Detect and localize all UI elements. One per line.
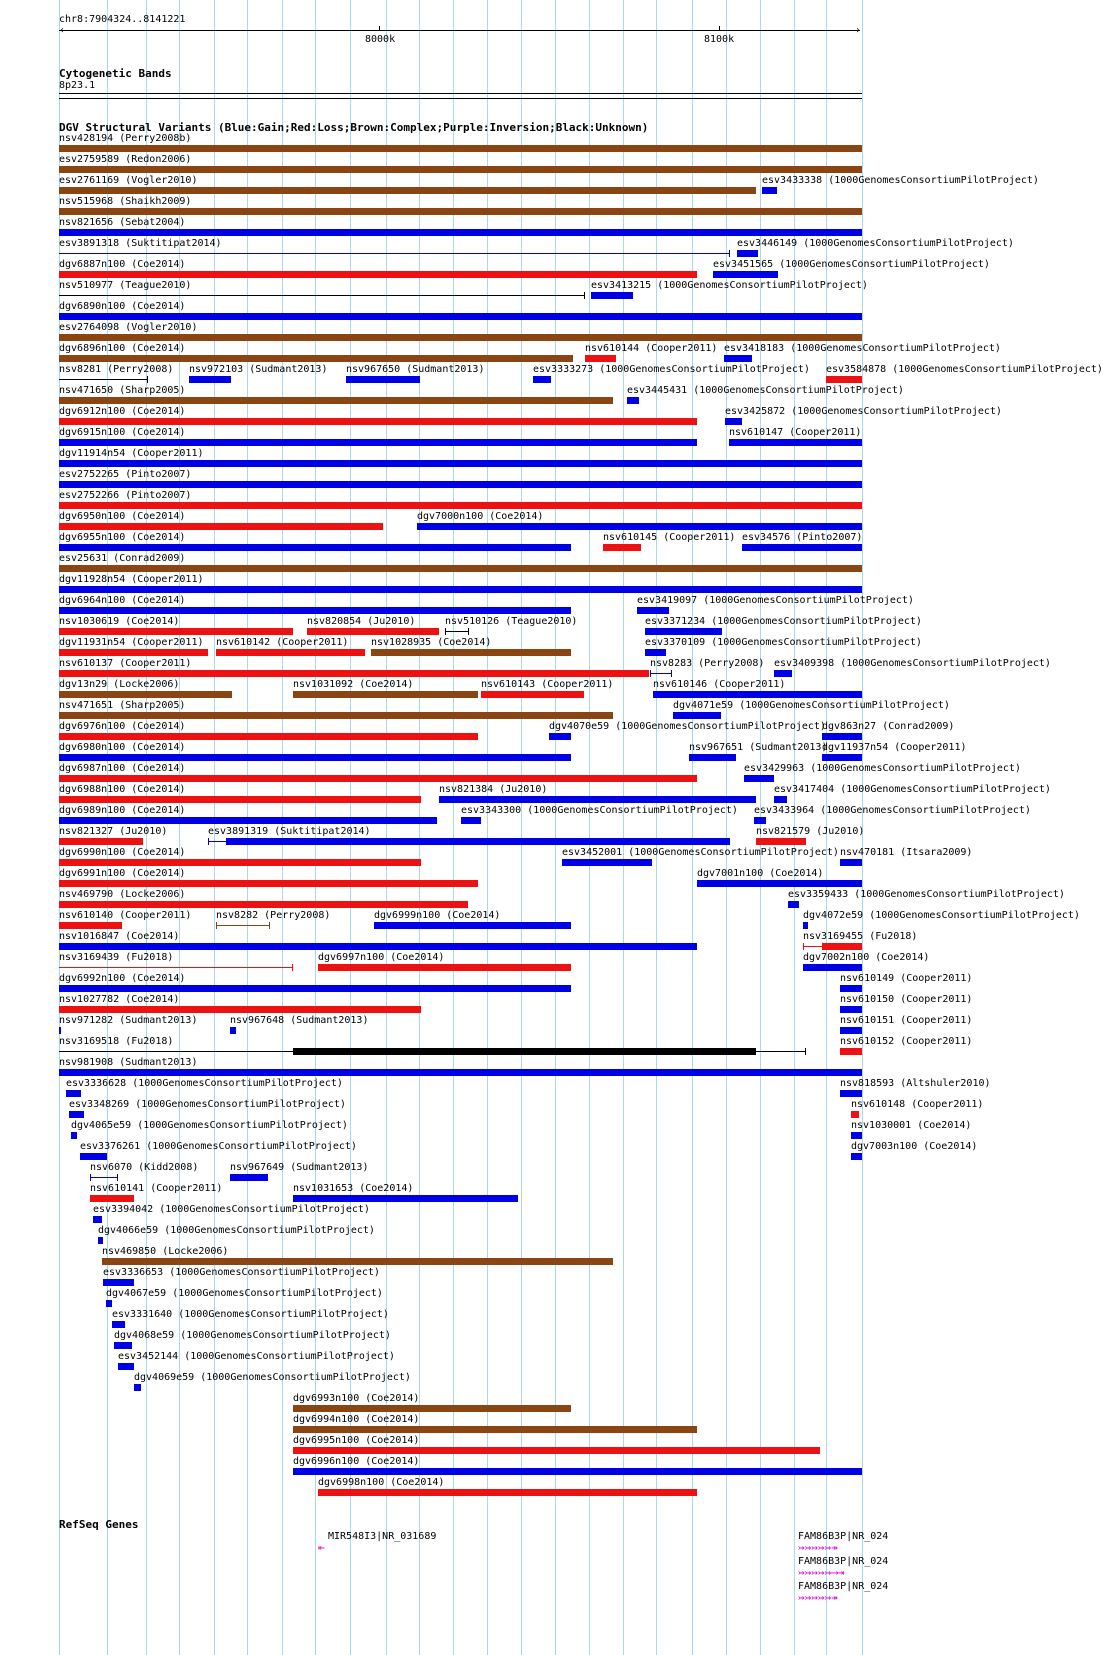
grid-line — [656, 0, 657, 1655]
variant-bar[interactable] — [59, 607, 571, 614]
variant-bar[interactable] — [744, 775, 774, 782]
variant-bar[interactable] — [59, 880, 478, 887]
variant-bar[interactable] — [59, 334, 862, 341]
variant-label[interactable]: nsv469850 (Locke2006) — [102, 1246, 229, 1257]
variant-label[interactable]: nsv610141 (Cooper2011) — [90, 1183, 223, 1194]
ruler-arrow-left: ‹ — [59, 25, 66, 36]
variant-label[interactable]: nsv610145 (Cooper2011) — [603, 532, 736, 543]
variant-label[interactable]: nsv971282 (Sudmant2013) — [59, 1015, 198, 1026]
variant-label[interactable]: esv25631 (Conrad2009) — [59, 553, 186, 564]
variant-bar[interactable] — [59, 712, 613, 719]
variant-label[interactable]: esv3452144 (1000GenomesConsortiumPilotProject) — [118, 1351, 395, 1362]
variant-bar[interactable] — [59, 796, 421, 803]
variant-bar[interactable] — [98, 1237, 103, 1244]
variant-label[interactable]: dgv11928n54 (Cooper2011) — [59, 574, 204, 585]
variant-cap — [117, 1174, 118, 1181]
variant-bar[interactable] — [90, 1195, 134, 1202]
variant-bar[interactable] — [59, 649, 208, 656]
variant-label[interactable]: dgv11937n54 (Cooper2011) — [822, 742, 967, 753]
variant-bar[interactable] — [103, 1279, 134, 1286]
variant-label[interactable]: nsv610152 (Cooper2011) — [840, 1036, 973, 1047]
variant-label[interactable]: nsv515968 (Shaikh2009) — [59, 196, 192, 207]
variant-bar[interactable] — [59, 670, 649, 677]
grid-line — [589, 0, 590, 1655]
variant-bar[interactable] — [59, 565, 862, 572]
variant-label[interactable]: nsv1031092 (Coe2014) — [293, 679, 414, 690]
variant-bar[interactable] — [59, 145, 862, 152]
ruler-tick-8000k — [379, 26, 380, 31]
variant-label[interactable]: esv3891319 (Suktitipat2014) — [208, 826, 371, 837]
variant-bar[interactable] — [112, 1321, 125, 1328]
variant-label[interactable]: nsv3169455 (Fu2018) — [803, 931, 918, 942]
gene-label-fam86b3p[interactable]: FAM86B3P|NR_024 — [798, 1581, 889, 1592]
variant-label[interactable]: dgv6994n100 (Coe2014) — [293, 1414, 420, 1425]
variant-bar[interactable] — [59, 313, 862, 320]
variant-bar[interactable] — [774, 670, 792, 677]
variant-bar[interactable] — [737, 250, 758, 257]
variant-label[interactable]: nsv820854 (Ju2010) — [307, 616, 416, 627]
variant-bar[interactable] — [562, 859, 652, 866]
variant-label[interactable]: nsv967649 (Sudmant2013) — [230, 1162, 369, 1173]
variant-label[interactable]: nsv3169518 (Fu2018) — [59, 1036, 174, 1047]
variant-label[interactable]: nsv610150 (Cooper2011) — [840, 994, 973, 1005]
variant-label[interactable]: dgv4072e59 (1000GenomesConsortiumPilotProject) — [803, 910, 1080, 921]
variant-label[interactable]: dgv6950n100 (Coe2014) — [59, 511, 186, 522]
variant-bar[interactable] — [729, 439, 862, 446]
gene-label-mir548i3[interactable]: MIR548I3|NR_031689 — [328, 1531, 437, 1542]
variant-label[interactable]: nsv821579 (Ju2010) — [756, 826, 865, 837]
variant-label[interactable]: nsv610144 (Cooper2011) — [585, 343, 718, 354]
variant-label[interactable]: dgv11931n54 (Cooper2011) — [59, 637, 204, 648]
variant-cap — [269, 922, 270, 929]
variant-label[interactable]: esv3433338 (1000GenomesConsortiumPilotProject) — [762, 175, 1039, 186]
variant-label[interactable]: esv3409398 (1000GenomesConsortiumPilotProject) — [774, 658, 1051, 669]
variant-bar[interactable] — [59, 502, 862, 509]
variant-cap — [584, 292, 585, 299]
variant-bar[interactable] — [59, 439, 697, 446]
variant-line[interactable] — [650, 673, 672, 674]
variant-bar[interactable] — [603, 544, 641, 551]
variant-bar[interactable] — [216, 649, 365, 656]
variant-bar[interactable] — [59, 1027, 61, 1034]
variant-label[interactable]: esv3370109 (1000GenomesConsortiumPilotProject) — [645, 637, 922, 648]
variant-bar[interactable] — [59, 985, 571, 992]
variant-bar[interactable] — [851, 1132, 862, 1139]
variant-bar[interactable] — [374, 922, 571, 929]
variant-label[interactable]: dgv6989n100 (Coe2014) — [59, 805, 186, 816]
variant-line[interactable] — [59, 967, 293, 968]
variant-label[interactable]: dgv6955n100 (Coe2014) — [59, 532, 186, 543]
variant-label[interactable]: dgv6988n100 (Coe2014) — [59, 784, 186, 795]
variant-label[interactable]: esv3331640 (1000GenomesConsortiumPilotProject) — [112, 1309, 389, 1320]
variant-label[interactable]: dgv13n29 (Locke2006) — [59, 679, 180, 690]
variant-cap — [90, 1174, 91, 1181]
variant-bar[interactable] — [371, 649, 571, 656]
variant-label[interactable]: nsv610148 (Cooper2011) — [851, 1099, 984, 1110]
variant-bar[interactable] — [59, 397, 613, 404]
variant-label[interactable]: nsv967651 (Sudmant2013) — [689, 742, 828, 753]
variant-bar[interactable] — [822, 754, 862, 761]
variant-bar[interactable] — [189, 376, 231, 383]
variant-bar[interactable] — [59, 271, 697, 278]
gene-glyph-fam86b3p[interactable]: ↣↣↣↣↣⟶⇥ — [798, 1566, 845, 1579]
variant-bar[interactable] — [762, 187, 777, 194]
region-label: chr8:7904324..8141221 — [59, 14, 186, 25]
variant-bar[interactable] — [346, 376, 420, 383]
variant-bar[interactable] — [840, 1048, 862, 1055]
gene-glyph-mir548i3[interactable]: ⇤ — [318, 1541, 325, 1554]
variant-bar[interactable] — [293, 1426, 697, 1433]
variant-label[interactable]: esv3413215 (1000GenomesConsortiumPilotProject) — [591, 280, 868, 291]
variant-bar[interactable] — [307, 628, 439, 635]
variant-label[interactable]: dgv7002n100 (Coe2014) — [803, 952, 930, 963]
variant-bar[interactable] — [481, 691, 584, 698]
variant-label[interactable]: esv3425872 (1000GenomesConsortiumPilotProject) — [725, 406, 1002, 417]
variant-label[interactable]: dgv6887n100 (Coe2014) — [59, 259, 186, 270]
variant-label[interactable]: dgv6993n100 (Coe2014) — [293, 1393, 420, 1404]
variant-bar[interactable] — [697, 880, 862, 887]
variant-label[interactable]: nsv1031653 (Coe2014) — [293, 1183, 414, 1194]
variant-cap — [292, 964, 293, 971]
grid-line — [623, 0, 624, 1655]
variant-label[interactable]: dgv6964n100 (Coe2014) — [59, 595, 186, 606]
variant-label[interactable]: esv3376261 (1000GenomesConsortiumPilotProject) — [80, 1141, 357, 1152]
variant-bar[interactable] — [293, 691, 478, 698]
variant-bar[interactable] — [293, 1195, 518, 1202]
variant-label[interactable]: dgv6980n100 (Coe2014) — [59, 742, 186, 753]
variant-label[interactable]: nsv6070 (Kidd2008) — [90, 1162, 199, 1173]
cytoband-bottom-line — [59, 98, 862, 99]
variant-label[interactable]: nsv8282 (Perry2008) — [216, 910, 331, 921]
gene-glyph-fam86b3p[interactable]: ↣↣↣↣↣↠ — [798, 1591, 838, 1604]
variant-bar[interactable] — [59, 544, 571, 551]
variant-bar[interactable] — [230, 1174, 268, 1181]
variant-bar[interactable] — [840, 985, 862, 992]
variant-bar[interactable] — [59, 838, 143, 845]
variant-label[interactable]: dgv6912n100 (Coe2014) — [59, 406, 186, 417]
variant-cap — [805, 1048, 806, 1055]
variant-label[interactable]: nsv1016847 (Coe2014) — [59, 931, 180, 942]
variant-bar[interactable] — [803, 922, 808, 929]
variant-label[interactable]: esv3419097 (1000GenomesConsortiumPilotProject) — [637, 595, 914, 606]
variant-bar[interactable] — [59, 460, 862, 467]
variant-bar[interactable] — [803, 964, 862, 971]
variant-label[interactable]: dgv7000n100 (Coe2014) — [417, 511, 544, 522]
variant-label[interactable]: nsv1030001 (Coe2014) — [851, 1120, 972, 1131]
variant-bar[interactable] — [533, 376, 551, 383]
variant-label[interactable]: nsv510977 (Teague2010) — [59, 280, 192, 291]
variant-bar[interactable] — [318, 964, 571, 971]
variant-label[interactable]: nsv3169439 (Fu2018) — [59, 952, 174, 963]
grid-line — [692, 0, 693, 1655]
variant-cap — [216, 922, 217, 929]
variant-cap — [208, 838, 209, 845]
ruler-axis — [59, 30, 860, 31]
variant-bar[interactable] — [318, 1489, 697, 1496]
variant-bar[interactable] — [59, 901, 468, 908]
variant-bar[interactable] — [230, 1027, 236, 1034]
cytoband-track-title[interactable]: Cytogenetic Bands — [59, 67, 172, 80]
ruler-tick-8100k — [719, 26, 720, 31]
variant-label[interactable]: esv34576 (Pinto2007) — [742, 532, 863, 543]
variant-label[interactable]: dgv4065e59 (1000GenomesConsortiumPilotProject) — [71, 1120, 348, 1131]
variant-label[interactable]: nsv610143 (Cooper2011) — [481, 679, 614, 690]
variant-bar[interactable] — [59, 1006, 421, 1013]
variant-cap — [147, 376, 148, 383]
variant-label[interactable]: esv3429963 (1000GenomesConsortiumPilotProject) — [744, 763, 1021, 774]
variant-bar[interactable] — [822, 733, 862, 740]
variant-label[interactable]: dgv6990n100 (Coe2014) — [59, 847, 186, 858]
variant-bar[interactable] — [840, 859, 862, 866]
variant-bar[interactable] — [59, 229, 862, 236]
ruler-arrow-right: › — [855, 25, 862, 36]
variant-bar[interactable] — [822, 943, 862, 950]
variant-bar[interactable] — [840, 1027, 862, 1034]
variant-bar[interactable] — [788, 901, 799, 908]
variant-bar[interactable] — [59, 586, 862, 593]
variant-bar[interactable] — [66, 1090, 81, 1097]
variant-label[interactable]: esv3333273 (1000GenomesConsortiumPilotProject) — [533, 364, 810, 375]
variant-label[interactable]: nsv1028935 (Coe2014) — [371, 637, 492, 648]
variant-label[interactable]: nsv821327 (Ju2010) — [59, 826, 168, 837]
variant-bar[interactable] — [840, 1090, 862, 1097]
variant-bar[interactable] — [591, 292, 633, 299]
variant-bar[interactable] — [59, 187, 756, 194]
variant-label[interactable]: dgv4069e59 (1000GenomesConsortiumPilotProject) — [134, 1372, 411, 1383]
variant-bar[interactable] — [118, 1363, 134, 1370]
variant-label[interactable]: esv3451565 (1000GenomesConsortiumPilotProject) — [713, 259, 990, 270]
variant-label[interactable]: nsv8283 (Perry2008) — [650, 658, 765, 669]
variant-bar[interactable] — [59, 922, 122, 929]
variant-bar[interactable] — [585, 355, 616, 362]
variant-label[interactable]: nsv967650 (Sudmant2013) — [346, 364, 485, 375]
variant-label[interactable]: dgv4070e59 (1000GenomesConsortiumPilotProject) — [549, 721, 826, 732]
variant-bar[interactable] — [59, 418, 697, 425]
variant-label[interactable]: nsv1030619 (Coe2014) — [59, 616, 180, 627]
variant-bar[interactable] — [59, 166, 862, 173]
variant-bar[interactable] — [293, 1468, 862, 1475]
variant-bar[interactable] — [742, 544, 862, 551]
variant-bar[interactable] — [71, 1132, 77, 1139]
variant-bar[interactable] — [293, 1447, 820, 1454]
variant-line[interactable] — [90, 1177, 118, 1178]
variant-label[interactable]: dgv6896n100 (Coe2014) — [59, 343, 186, 354]
variant-label[interactable]: esv3433964 (1000GenomesConsortiumPilotProject) — [754, 805, 1031, 816]
variant-label[interactable]: nsv981908 (Sudmant2013) — [59, 1057, 198, 1068]
variant-bar[interactable] — [713, 271, 778, 278]
variant-label[interactable]: esv2752265 (Pinto2007) — [59, 469, 192, 480]
variant-cap — [650, 670, 651, 677]
variant-bar[interactable] — [724, 355, 752, 362]
variant-label[interactable]: dgv6976n100 (Coe2014) — [59, 721, 186, 732]
gene-glyph-fam86b3p[interactable]: ↣↣↣↣↣↠ — [798, 1541, 838, 1554]
variant-bar[interactable] — [725, 418, 742, 425]
variant-label[interactable]: nsv469790 (Locke2006) — [59, 889, 186, 900]
variant-bar[interactable] — [851, 1111, 859, 1118]
variant-label[interactable]: esv3584878 (1000GenomesConsortiumPilotProject) — [826, 364, 1103, 375]
variant-bar[interactable] — [293, 1048, 756, 1055]
variant-cap — [468, 628, 469, 635]
variant-label[interactable]: dgv6987n100 (Coe2014) — [59, 763, 186, 774]
variant-bar[interactable] — [645, 628, 722, 635]
variant-line[interactable] — [445, 631, 469, 632]
variant-bar[interactable] — [134, 1384, 141, 1391]
variant-label[interactable]: nsv471650 (Sharp2005) — [59, 385, 186, 396]
variant-bar[interactable] — [840, 1006, 862, 1013]
variant-label[interactable]: nsv471651 (Sharp2005) — [59, 700, 186, 711]
variant-label[interactable]: dgv6997n100 (Coe2014) — [318, 952, 445, 963]
variant-line[interactable] — [216, 925, 270, 926]
variant-label[interactable]: esv3394042 (1000GenomesConsortiumPilotProject) — [93, 1204, 370, 1215]
variant-cap — [671, 670, 672, 677]
variant-label[interactable]: esv2759589 (Redon2006) — [59, 154, 192, 165]
variant-bar[interactable] — [59, 943, 697, 950]
variant-bar[interactable] — [59, 481, 862, 488]
variant-bar[interactable] — [226, 838, 730, 845]
variant-cap — [445, 628, 446, 635]
variant-cap — [729, 250, 730, 257]
variant-label[interactable]: nsv610140 (Cooper2011) — [59, 910, 192, 921]
variant-label[interactable]: esv2752266 (Pinto2007) — [59, 490, 192, 501]
variant-label[interactable]: esv3418183 (1000GenomesConsortiumPilotProject) — [724, 343, 1001, 354]
variant-bar[interactable] — [69, 1111, 84, 1118]
variant-bar[interactable] — [645, 649, 666, 656]
variant-bar[interactable] — [59, 208, 862, 215]
variant-label[interactable]: dgv4066e59 (1000GenomesConsortiumPilotProject) — [98, 1225, 375, 1236]
variant-label[interactable]: dgv7003n100 (Coe2014) — [851, 1141, 978, 1152]
variant-label[interactable]: nsv8281 (Perry2008) — [59, 364, 174, 375]
variant-label[interactable]: dgv863n27 (Conrad2009) — [822, 721, 955, 732]
ruler-tick-label: 8000k — [365, 34, 396, 45]
variant-bar[interactable] — [637, 607, 669, 614]
variant-label[interactable]: esv3445431 (1000GenomesConsortiumPilotProject) — [627, 385, 904, 396]
variant-label[interactable]: esv2761169 (Vogler2010) — [59, 175, 198, 186]
variant-bar[interactable] — [826, 376, 862, 383]
variant-bar[interactable] — [59, 628, 293, 635]
variant-bar[interactable] — [59, 691, 232, 698]
variant-bar[interactable] — [851, 1153, 862, 1160]
variant-label[interactable]: dgv6992n100 (Coe2014) — [59, 973, 186, 984]
variant-label[interactable]: esv3336628 (1000GenomesConsortiumPilotProject) — [66, 1078, 343, 1089]
variant-label[interactable]: dgv6996n100 (Coe2014) — [293, 1456, 420, 1467]
grid-line — [726, 0, 727, 1655]
variant-label[interactable]: nsv470181 (Itsara2009) — [840, 847, 973, 858]
variant-bar[interactable] — [774, 796, 787, 803]
variant-bar[interactable] — [461, 817, 481, 824]
variant-label[interactable]: dgv6915n100 (Coe2014) — [59, 427, 186, 438]
variant-bar[interactable] — [59, 733, 478, 740]
variant-bar[interactable] — [653, 691, 862, 698]
variant-label[interactable]: nsv610142 (Cooper2011) — [216, 637, 349, 648]
variant-label[interactable]: dgv6995n100 (Coe2014) — [293, 1435, 420, 1446]
variant-bar[interactable] — [59, 523, 383, 530]
variant-label[interactable]: nsv610137 (Cooper2011) — [59, 658, 192, 669]
variant-label[interactable]: esv3348269 (1000GenomesConsortiumPilotProject) — [69, 1099, 346, 1110]
variant-label[interactable]: dgv4067e59 (1000GenomesConsortiumPilotProject) — [106, 1288, 383, 1299]
variant-bar[interactable] — [59, 355, 573, 362]
variant-label[interactable]: esv3336653 (1000GenomesConsortiumPilotProject) — [103, 1267, 380, 1278]
variant-bar[interactable] — [106, 1300, 112, 1307]
variant-label[interactable]: esv3371234 (1000GenomesConsortiumPilotProject) — [645, 616, 922, 627]
variant-label[interactable]: nsv821384 (Ju2010) — [439, 784, 548, 795]
variant-bar[interactable] — [59, 1069, 862, 1076]
variant-label[interactable]: esv3446149 (1000GenomesConsortiumPilotProject) — [737, 238, 1014, 249]
variant-bar[interactable] — [439, 796, 756, 803]
variant-label[interactable]: nsv818593 (Altshuler2010) — [840, 1078, 991, 1089]
variant-label[interactable]: nsv610151 (Cooper2011) — [840, 1015, 973, 1026]
variant-bar[interactable] — [80, 1153, 107, 1160]
variant-bar[interactable] — [417, 523, 862, 530]
variant-line[interactable] — [59, 379, 148, 380]
variant-label[interactable]: nsv972103 (Sudmant2013) — [189, 364, 328, 375]
variant-bar[interactable] — [114, 1342, 132, 1349]
variant-label[interactable]: dgv11914n54 (Cooper2011) — [59, 448, 204, 459]
variant-label[interactable]: esv3417404 (1000GenomesConsortiumPilotProject) — [774, 784, 1051, 795]
variant-label[interactable]: nsv428194 (Perry2008b) — [59, 133, 192, 144]
variant-bar[interactable] — [59, 775, 697, 782]
variant-bar[interactable] — [756, 838, 806, 845]
variant-line[interactable] — [59, 295, 585, 296]
variant-bar[interactable] — [59, 754, 571, 761]
variant-bar[interactable] — [102, 1258, 613, 1265]
variant-label[interactable]: nsv821656 (Sebat2004) — [59, 217, 186, 228]
variant-bar[interactable] — [293, 1405, 571, 1412]
variant-bar[interactable] — [754, 817, 766, 824]
cytoband-top-line — [59, 93, 862, 94]
variant-label[interactable]: esv2764098 (Vogler2010) — [59, 322, 198, 333]
cytoband-label: 8p23.1 — [59, 80, 96, 91]
variant-label[interactable]: dgv6999n100 (Coe2014) — [374, 910, 501, 921]
variant-label[interactable]: nsv1027782 (Coe2014) — [59, 994, 180, 1005]
gene-label-fam86b3p[interactable]: FAM86B3P|NR_024 — [798, 1556, 889, 1567]
variant-label[interactable]: dgv7001n100 (Coe2014) — [697, 868, 824, 879]
variant-label[interactable]: nsv967648 (Sudmant2013) — [230, 1015, 369, 1026]
variant-label[interactable]: dgv4068e59 (1000GenomesConsortiumPilotProject) — [114, 1330, 391, 1341]
variant-bar[interactable] — [627, 397, 639, 404]
variant-bar[interactable] — [549, 733, 571, 740]
variant-bar[interactable] — [59, 817, 437, 824]
variant-label[interactable]: dgv6998n100 (Coe2014) — [318, 1477, 445, 1488]
variant-bar[interactable] — [59, 859, 421, 866]
variant-label[interactable]: dgv6890n100 (Coe2014) — [59, 301, 186, 312]
variant-label[interactable]: nsv610149 (Cooper2011) — [840, 973, 973, 984]
refseq-track-title[interactable]: RefSeq Genes — [59, 1518, 139, 1531]
variant-bar[interactable] — [93, 1216, 102, 1223]
variant-label[interactable]: esv3452001 (1000GenomesConsortiumPilotProject) — [562, 847, 839, 858]
ruler-tick-label: 8100k — [704, 34, 735, 45]
gene-label-fam86b3p[interactable]: FAM86B3P|NR_024 — [798, 1531, 889, 1542]
variant-label[interactable]: nsv610147 (Cooper2011) — [729, 427, 862, 438]
variant-label[interactable]: nsv510126 (Teague2010) — [445, 616, 578, 627]
variant-label[interactable]: nsv610146 (Cooper2011) — [653, 679, 786, 690]
variant-label[interactable]: esv3359433 (1000GenomesConsortiumPilotProject) — [788, 889, 1065, 900]
dgv-track-title[interactable]: DGV Structural Variants (Blue:Gain;Red:Loss;Brown:Complex;Purple:Inversion;Black:Unknown) — [59, 121, 649, 134]
variant-line[interactable] — [59, 253, 730, 254]
variant-bar[interactable] — [689, 754, 736, 761]
variant-cap — [803, 943, 804, 950]
variant-label[interactable]: dgv6991n100 (Coe2014) — [59, 868, 186, 879]
variant-label[interactable]: dgv4071e59 (1000GenomesConsortiumPilotProject) — [673, 700, 950, 711]
variant-bar[interactable] — [673, 712, 721, 719]
variant-label[interactable]: esv3891318 (Suktitipat2014) — [59, 238, 222, 249]
variant-label[interactable]: esv3343300 (1000GenomesConsortiumPilotProject) — [461, 805, 738, 816]
